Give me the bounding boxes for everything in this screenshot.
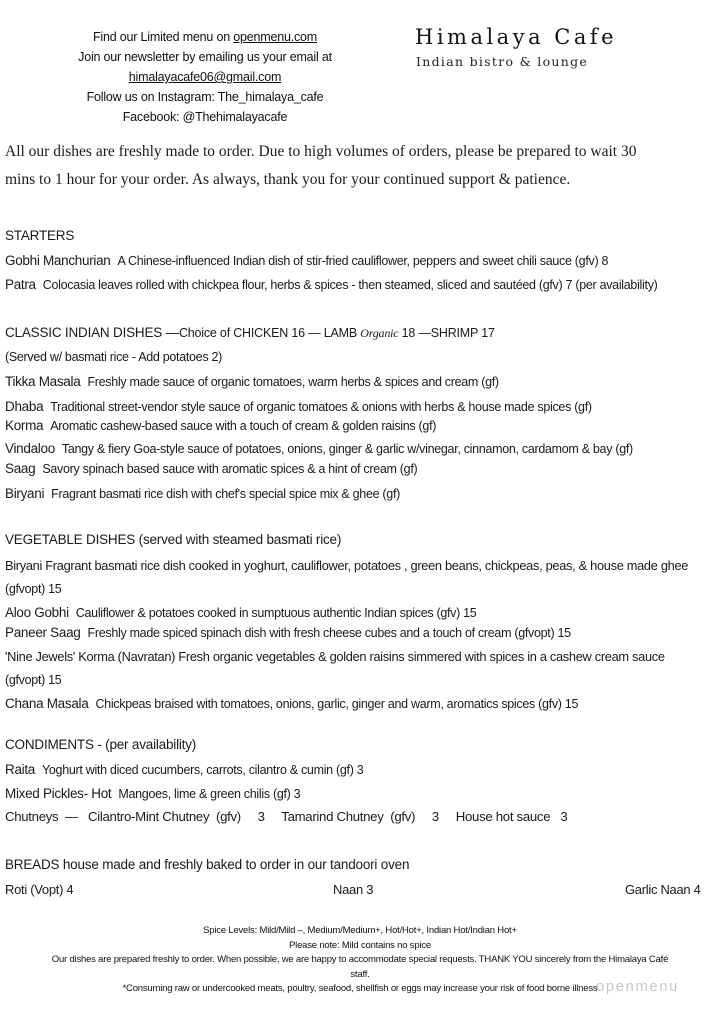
item-name: Gobhi Manchurian: [5, 253, 111, 268]
info-block: [60, 27, 350, 127]
veg-item: Chana Masala Chickpeas braised with tomatoes, onions, garlic, ginger and warm, aromatics spices (gfv) 15: [5, 696, 579, 711]
spice-levels: Spice Levels: Mild/Mild –, Medium/Medium+, Hot/Hot+, Indian Hot/Indian Hot+: [203, 925, 517, 936]
brand-title: Himalaya Cafe: [415, 25, 618, 49]
veg-item: Aloo Gobhi Cauliflower & potatoes cooked in sumptuous authentic Indian spices (gfv) 15: [5, 605, 477, 620]
veg-korma-line-2: (gfvopt) 15: [5, 673, 62, 687]
condiment-item: Mixed Pickles- Hot Mangoes, lime & green chilis (gf) 3: [5, 786, 301, 801]
consumption-warning: *Consuming raw or undercooked meats, poultry, seafood, shellfish or eggs may increase your risk of food borne illness: [122, 983, 598, 994]
newsletter-line: Join our newsletter by emailing us your email at: [78, 50, 332, 64]
veg-item: Paneer Saag Freshly made spiced spinach dish with fresh cheese cubes and a touch of cream (gfvopt) 15: [5, 625, 571, 640]
vegetable-heading: VEGETABLE DISHES (served with steamed basmati rice): [5, 532, 342, 547]
openmenu-watermark: openmenu: [596, 978, 679, 995]
classic-item: Saag Savory spinach based sauce with aromatic spices & a hint of cream (gf): [5, 461, 418, 476]
bread-naan: Naan 3: [333, 882, 374, 897]
facebook-line: Facebook: @Thehimalayacafe: [122, 110, 288, 124]
classic-item: Biryani Fragrant basmati rice dish with chef's special spice mix & ghee (gf): [5, 486, 400, 501]
classic-heading: CLASSIC INDIAN DISHES —Choice of CHICKEN 16 — LAMB Organic 18 —SHRIMP 17: [5, 325, 495, 340]
condiment-item: Raita Yoghurt with diced cucumbers, carrots, cilantro & cumin (gf) 3: [5, 762, 364, 777]
brand-subtitle: Indian bistro & lounge: [416, 54, 589, 69]
classic-item: Vindaloo Tangy & fiery Goa-style sauce of potatoes, onions, ginger & garlic w/vinegar, cinnamon, cardamom & bay (gf): [5, 441, 633, 456]
special-requests: Our dishes are prepared freshly to order. When possible, we are happy to accommodate special requests. THANK YOU sincerely from the Himalaya Café: [51, 954, 669, 965]
chutneys-line: Chutneys — Cilantro-Mint Chutney (gfv) 3 Tamarind Chutney (gfv) 3 House hot sauce 3: [5, 809, 568, 824]
starter-item: [5, 277, 658, 292]
classic-item: Tikka Masala Freshly made sauce of organic tomatoes, warm herbs & spices and cream (gf): [5, 374, 499, 389]
classic-item: Dhaba Traditional street-vendor style sauce of organic tomatoes & onions with herbs & house made spices (gf): [5, 399, 592, 414]
classic-note: (Served w/ basmati rice - Add potatoes 2): [5, 350, 222, 364]
veg-biryani-line-2: (gfvopt) 15: [5, 582, 62, 596]
veg-korma-line-1: 'Nine Jewels' Korma (Navratan) Fresh organic vegetables & golden raisins simmered with spices in a cashew cream sauce: [5, 649, 665, 664]
mild-note: Please note: Mild contains no spice: [289, 939, 431, 951]
classic-item: Korma Aromatic cashew-based sauce with a touch of cream & golden raisins (gf): [5, 418, 437, 433]
starter-item: [5, 253, 608, 268]
item-desc: A Chinese-influenced Indian dish of stir-fried cauliflower, peppers and sweet chili sauce (gfv) 8: [117, 254, 609, 268]
openmenu-link[interactable]: openmenu.com: [233, 30, 317, 44]
condiments-heading: CONDIMENTS - (per availability): [5, 737, 197, 752]
limited-menu-line: Find our Limited menu on openmenu.com: [93, 30, 317, 44]
instagram-line: Follow us on Instagram: The_himalaya_cafe: [86, 90, 324, 104]
starters-heading: STARTERS: [5, 228, 75, 243]
item-name: Patra: [5, 277, 36, 292]
bread-garlic-naan: Garlic Naan 4: [625, 882, 701, 897]
item-desc: Colocasia leaves rolled with chickpea flour, herbs & spices - then steamed, sliced and sautéed (gfv) 7 (per availability): [42, 278, 658, 292]
intro-line-1: All our dishes are freshly made to order. Due to high volumes of orders, please be prepared to wait 30: [5, 143, 637, 160]
breads-heading: BREADS house made and freshly baked to order in our tandoori oven: [5, 857, 410, 872]
intro-line-2: mins to 1 hour for your order. As always, thank you for your continued support & patience.: [5, 171, 571, 188]
veg-biryani-line-1: Biryani Fragrant basmati rice dish cooked in yoghurt, cauliflower, potatoes , green beans, chickpeas, peas, & house made ghee: [5, 558, 689, 573]
special-requests-cont: staff.: [350, 968, 370, 980]
email-link[interactable]: himalayacafe06@gmail.com: [128, 70, 282, 84]
bread-roti: Roti (Vopt) 4: [5, 882, 74, 897]
